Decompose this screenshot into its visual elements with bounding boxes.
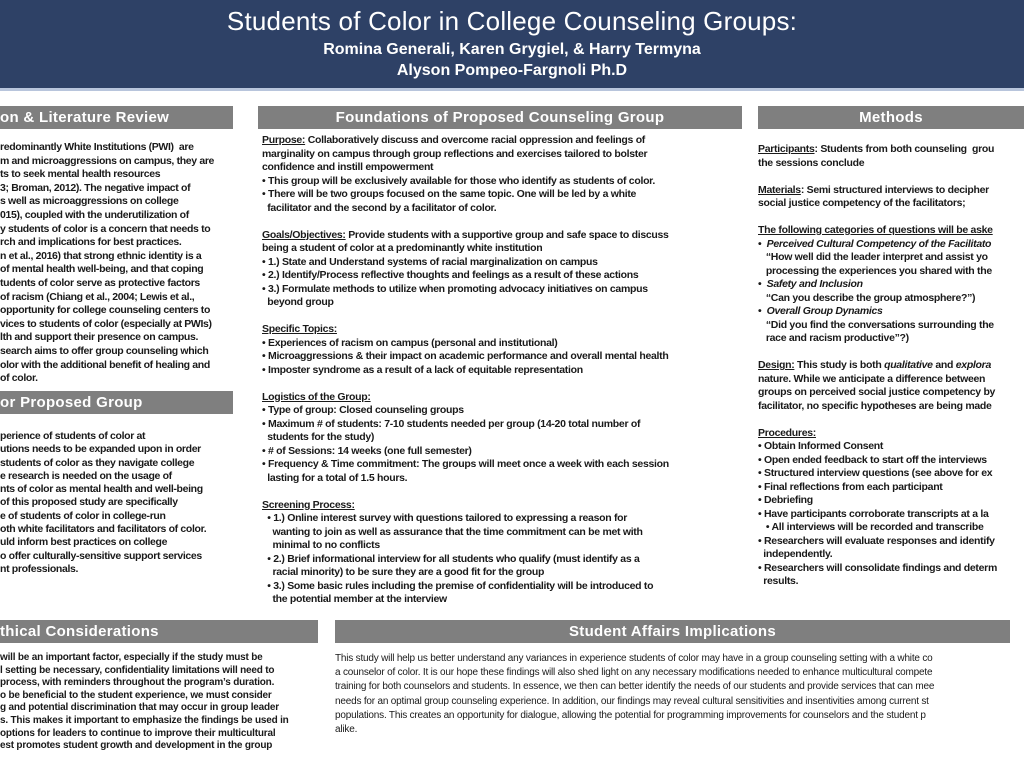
text-line: perience of students of color at: [0, 430, 146, 442]
text-line: alike.: [335, 723, 358, 735]
text-line: s well as microaggressions on college: [0, 195, 179, 208]
section-heading-ethical-considerations: thical Considerations: [0, 620, 318, 643]
text-line: “How well did the leader interpret and assist yo: [758, 251, 988, 263]
text-line: • 1.) State and Understand systems of racial marginalization on campus: [262, 255, 598, 268]
text-line: of mental health well-being, and that coping: [0, 263, 204, 276]
text-line: independently.: [758, 548, 833, 560]
text-line: • Perceived Cultural Competency of the Facilitato: [758, 237, 992, 250]
text-line: [262, 485, 742, 499]
text-line: • Final reflections from each participant: [758, 480, 943, 493]
text-line: lth and support their presence on campus.: [0, 331, 199, 344]
text-line: • 3.) Some basic rules including the premise of confidentiality will be introduced to: [262, 579, 654, 592]
text-line: Procedures:: [758, 426, 816, 439]
text-line: vices to students of color (especially at PWIs): [0, 317, 212, 330]
text-line: utions needs to be expanded upon in order: [0, 443, 201, 456]
text-line: Purpose: Collaboratively discuss and overcome racial oppression and feelings of: [262, 134, 646, 146]
text-line: Participants: Students from both counseling grou: [758, 143, 995, 155]
text-line: oth white facilitators and facilitators of color.: [0, 523, 207, 536]
text-line: Goals/Objectives: Provide students with a supportive group and safe space to discuss: [262, 228, 669, 241]
text-line: nature. While we anticipate a difference between: [758, 372, 986, 385]
text-line: lasting for a total of 1.5 hours.: [262, 471, 408, 484]
text-line: rch and implications for best practices.: [0, 236, 182, 249]
text-line: • Experiences of racism on campus (personal and institutional): [262, 336, 558, 349]
text-line: • Overall Group Dynamics: [758, 305, 883, 317]
text-line: redominantly White Institutions (PWI) are: [0, 141, 194, 153]
text-line: the sessions conclude: [758, 156, 865, 169]
text-line: o offer culturally-sensitive support services: [0, 549, 202, 562]
text-line: options for leaders to continue to improve their multicultural: [0, 727, 276, 739]
text-line: n et al., 2016) that strong ethnic identity is a: [0, 249, 202, 262]
text-line: • 1.) Online interest survey with questions tailored to expressing a reason for: [262, 512, 628, 524]
text-line: minimal to no conflicts: [262, 539, 380, 551]
poster-authors-line1: Romina Generali, Karen Grygiel, & Harry Termyna: [323, 41, 701, 58]
text-line: • There will be two groups focused on the same topic. One will be led by a white: [262, 188, 637, 200]
text-line: being a student of color at a predominantly white institution: [262, 242, 543, 254]
text-line: process, with reminders throughout the program’s duration.: [0, 677, 275, 689]
text-line: This study will help us better understand any variances in experience students of color may have in a group counseling setting with a white co: [335, 653, 933, 664]
poster-title: Students of Color in College Counseling Groups:: [226, 6, 798, 36]
text-line: of color.: [0, 372, 38, 385]
text-line: of this proposed study are specifically: [0, 496, 178, 509]
text-line: Specific Topics:: [262, 323, 337, 335]
text-line: • This group will be exclusively available for those who identify as students of color.: [262, 174, 656, 187]
text-line: the potential member at the interview: [262, 593, 447, 605]
section-heading-literature-review: on & Literature Review: [0, 106, 233, 129]
text-line: l setting be necessary, confidentiality limitations will need to: [0, 664, 275, 676]
text-line: students of color as they navigate college: [0, 456, 195, 469]
section-heading-rationale: or Proposed Group: [0, 391, 233, 414]
text-line: • Imposter syndrome as a result of a lack of equitable representation: [262, 363, 583, 376]
text-line: • Debriefing: [758, 494, 813, 506]
text-line: populations. This creates an opportunity for dialogue, allowing the potential for programming improvements for counselors and the student p: [335, 709, 926, 721]
text-line: • 2.) Identify/Process reflective thoughts and feelings as a result of these actions: [262, 269, 639, 281]
text-line: [758, 413, 997, 427]
text-line: e research is needed on the usage of: [0, 469, 172, 482]
text-line: results.: [758, 575, 799, 587]
text-line: olor with the additional benefit of healing and: [0, 358, 210, 371]
text-line: • Researchers will consolidate findings and determ: [758, 561, 997, 574]
text-line: • Structured interview questions (see above for ex: [758, 467, 993, 479]
text-line: o be beneficial to the student experience, we must consider: [0, 689, 272, 701]
text-line: Materials: Semi structured interviews to decipher: [758, 183, 989, 196]
section-heading-foundations: Foundations of Proposed Counseling Group: [258, 106, 742, 129]
text-line: y students of color is a concern that needs to: [0, 222, 211, 235]
text-line: beyond group: [262, 296, 334, 308]
text-line: opportunity for college counseling centers to: [0, 304, 211, 317]
text-line: marginality on campus through group reflections and exercises tailored to bolster: [262, 147, 648, 160]
text-line: • Safety and Inclusion: [758, 278, 863, 290]
poster-authors-line2: Alyson Pompeo-Fargnoli Ph.D: [396, 62, 628, 79]
text-line: students for the study): [262, 431, 375, 443]
ethical-considerations-body: [0, 652, 289, 753]
text-line: nts of color as mental health and well-being: [0, 483, 203, 496]
foundations-body: [262, 134, 742, 607]
text-line: m and microaggressions on campus, they are: [0, 154, 215, 167]
text-line: a counselor of color. It is our hope these findings will also shed light on any necessary modifications needed to enhance multicultural compete: [335, 667, 933, 679]
text-line: • Have participants corroborate transcripts at a la: [758, 507, 989, 520]
rationale-body: [0, 430, 206, 576]
text-line: [262, 377, 742, 391]
text-line: needs for an optimal group counseling experience. In addition, our findings may reveal cultural sensitivities and insentivities among current st: [335, 695, 929, 707]
text-line: e of students of color in college-run: [0, 509, 166, 522]
text-line: • Maximum # of students: 7-10 students needed per group (14-20 total number of: [262, 417, 641, 430]
text-line: uld inform best practices on college: [0, 536, 168, 549]
text-line: ts to seek mental health resources: [0, 168, 161, 181]
text-line: “Can you describe the group atmosphere?”): [758, 291, 976, 304]
text-line: wanting to join as well as assurance that the time commitment can be met with: [262, 525, 643, 538]
text-line: facilitator, no specific hypotheses are being made: [758, 399, 992, 412]
text-line: • Researchers will evaluate responses and identify: [758, 534, 995, 547]
text-line: est promotes student growth and development in the group: [0, 740, 273, 752]
text-line: Design: This study is both qualitative and explora: [758, 359, 991, 371]
literature-review-body: [0, 141, 214, 386]
text-line: Logistics of the Group:: [262, 390, 371, 403]
text-line: groups on perceived social justice competency by: [758, 386, 996, 398]
text-line: processing the experiences you shared with the: [758, 264, 992, 277]
text-line: will be an important factor, especially if the study must be: [0, 652, 263, 663]
text-line: [262, 215, 742, 229]
student-affairs-body: [335, 652, 934, 737]
text-line: search aims to offer group counseling which: [0, 344, 209, 357]
text-line: The following categories of questions will be aske: [758, 224, 993, 236]
text-line: g and potential discrimination that may occur in group leader: [0, 702, 279, 714]
text-line: • Obtain Informed Consent: [758, 440, 884, 452]
text-line: [758, 211, 997, 225]
text-line: social justice competency of the facilitators;: [758, 197, 966, 209]
text-line: facilitator and the second by a facilitator of color.: [262, 201, 497, 214]
text-line: 015), coupled with the underutilization of: [0, 208, 189, 221]
text-line: • All interviews will be recorded and transcribe: [758, 521, 984, 533]
section-heading-student-affairs-implications: Student Affairs Implications: [335, 620, 1010, 643]
header-accent-line: [0, 88, 1024, 91]
methods-body: [758, 143, 997, 589]
text-line: • Open ended feedback to start off the interviews: [758, 453, 987, 466]
text-line: nt professionals.: [0, 562, 79, 575]
text-line: • # of Sessions: 14 weeks (one full semester): [262, 444, 472, 457]
text-line: racial minority) to be sure they are a good fit for the group: [262, 566, 545, 578]
text-line: race and racism productive”?): [758, 332, 909, 344]
text-line: [758, 170, 997, 184]
text-line: training for both counselors and students. In essence, we then can better identify the needs of our students and provide services that can mee: [335, 681, 935, 693]
section-heading-methods: Methods: [758, 106, 1024, 129]
text-line: • 2.) Brief informational interview for all students who qualify (must identify as a: [262, 552, 640, 565]
text-line: 3; Broman, 2012). The negative impact of: [0, 181, 191, 194]
text-line: • Type of group: Closed counseling groups: [262, 404, 464, 416]
text-line: • Microaggressions & their impact on academic performance and overall mental health: [262, 350, 669, 362]
text-line: Screening Process:: [262, 498, 355, 511]
text-line: of racism (Chiang et al., 2004; Lewis et al.,: [0, 290, 195, 303]
text-line: • Frequency & Time commitment: The groups will meet once a week with each session: [262, 458, 669, 470]
text-line: • 3.) Formulate methods to utilize when promoting advocacy initiatives on campus: [262, 282, 648, 295]
text-line: “Did you find the conversations surrounding the: [758, 318, 994, 331]
text-line: tudents of color serve as protective factors: [0, 276, 200, 289]
text-line: [758, 346, 997, 360]
text-line: [262, 310, 742, 324]
text-line: confidence and instill empowerment: [262, 161, 434, 173]
text-line: s. This makes it important to emphasize the findings be used in: [0, 714, 289, 726]
